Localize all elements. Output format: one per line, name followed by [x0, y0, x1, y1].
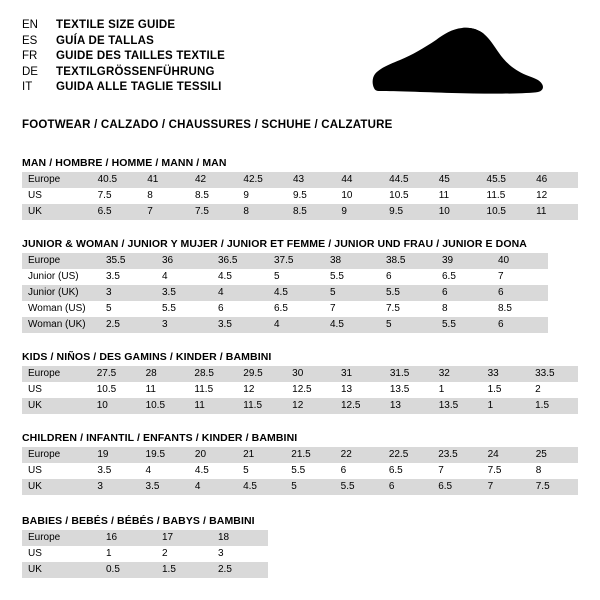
table-cell: 11.5: [237, 398, 286, 414]
table-cell: 28.5: [188, 366, 237, 382]
table-cell: 10: [335, 188, 383, 204]
section-title: MAN / HOMBRE / HOMME / MANN / MAN: [22, 157, 227, 169]
table-cell: 44.5: [383, 172, 433, 188]
language-title-list: [22, 18, 225, 96]
table-cell: 21: [237, 447, 285, 463]
row-label: Europe: [22, 447, 91, 463]
language-code: ES: [22, 34, 38, 47]
table-cell: 7.5: [189, 204, 237, 220]
table-cell: 6.5: [268, 301, 324, 317]
language-row: [22, 18, 225, 34]
table-cell: 22.5: [383, 447, 432, 463]
table-cell: 38.5: [380, 253, 436, 269]
table-cell: 20: [189, 447, 237, 463]
table-row: [22, 479, 578, 495]
size-table-babies: [22, 530, 268, 578]
table-row: [22, 562, 268, 578]
table-cell: 2.5: [212, 562, 268, 578]
row-label: Europe: [22, 366, 91, 382]
language-title: GUÍA DE TALLAS: [56, 34, 154, 47]
language-code: IT: [22, 81, 33, 93]
table-cell: 6: [492, 317, 548, 333]
language-title: TEXTILGRÖSSENFÜHRUNG: [56, 65, 215, 78]
table-cell: 21.5: [285, 447, 334, 463]
table-cell: 38: [324, 253, 380, 269]
table-cell: 46: [530, 172, 578, 188]
table-cell: 3: [212, 546, 268, 562]
language-row: [22, 80, 225, 96]
table-cell: 10: [91, 398, 140, 414]
table-cell: 1.5: [482, 382, 530, 398]
size-table-junior-woman: [22, 253, 548, 333]
table-cell: 3: [156, 317, 212, 333]
table-cell: 18: [212, 530, 268, 546]
table-row: [22, 285, 548, 301]
row-label: UK: [22, 562, 100, 578]
table-cell: 5.5: [156, 301, 212, 317]
table-cell: 4.5: [324, 317, 380, 333]
table-cell: 33.5: [529, 366, 578, 382]
table-row: [22, 382, 578, 398]
table-cell: 4.5: [237, 479, 285, 495]
table-row: [22, 172, 578, 188]
table-cell: 40.5: [92, 172, 142, 188]
table-cell: 25: [530, 447, 578, 463]
row-label: Woman (UK): [22, 317, 100, 333]
table-cell: 11.5: [481, 188, 531, 204]
table-cell: 7: [141, 204, 189, 220]
row-label: UK: [22, 398, 91, 414]
table-cell: 23.5: [432, 447, 481, 463]
size-table-kids: [22, 366, 578, 414]
language-title: GUIDE DES TAILLES TEXTILE: [56, 50, 225, 62]
size-table-body: [22, 530, 268, 578]
table-cell: 1: [433, 382, 482, 398]
table-cell: 2: [529, 382, 578, 398]
table-cell: 5: [380, 317, 436, 333]
table-cell: 3: [91, 479, 139, 495]
section-babies: [22, 515, 578, 578]
row-label: US: [22, 463, 91, 479]
table-cell: 4.5: [212, 269, 268, 285]
section-man: [22, 157, 578, 220]
table-cell: 6.5: [432, 479, 481, 495]
table-cell: 31.5: [384, 366, 433, 382]
table-cell: 1.5: [156, 562, 212, 578]
section-children: [22, 432, 578, 495]
table-row: [22, 546, 268, 562]
section-junior-woman: [22, 238, 578, 333]
row-label: Junior (UK): [22, 285, 100, 301]
table-cell: 6: [436, 285, 492, 301]
table-cell: 1: [100, 546, 156, 562]
section-title: JUNIOR & WOMAN / JUNIOR Y MUJER / JUNIOR ET FEMME / JUNIOR UND FRAU / JUNIOR E DONA: [22, 238, 527, 250]
table-cell: 36.5: [212, 253, 268, 269]
table-cell: 31: [335, 366, 384, 382]
table-cell: 6: [383, 479, 432, 495]
table-cell: 3: [100, 285, 156, 301]
table-cell: 1.5: [529, 398, 578, 414]
table-cell: 12: [530, 188, 578, 204]
table-cell: 19.5: [140, 447, 189, 463]
table-cell: 13.5: [384, 382, 433, 398]
language-code: DE: [22, 65, 38, 78]
table-cell: 5.5: [436, 317, 492, 333]
page-header: [22, 18, 578, 103]
table-cell: 36: [156, 253, 212, 269]
table-cell: 8: [237, 204, 287, 220]
language-code: FR: [22, 50, 38, 62]
table-cell: 12: [286, 398, 335, 414]
table-cell: 7.5: [92, 188, 142, 204]
language-title: TEXTILE SIZE GUIDE: [56, 19, 176, 31]
table-row: [22, 530, 268, 546]
table-cell: 4: [156, 269, 212, 285]
table-cell: 12.5: [335, 398, 384, 414]
table-cell: 28: [140, 366, 189, 382]
table-cell: 9: [335, 204, 383, 220]
row-label: US: [22, 546, 100, 562]
table-cell: 29.5: [237, 366, 286, 382]
size-table-body: [22, 253, 548, 333]
language-title-list-body: [22, 18, 225, 96]
table-cell: 22: [335, 447, 383, 463]
language-title: GUIDA ALLE TAGLIE TESSILI: [56, 81, 222, 93]
table-cell: 5: [324, 285, 380, 301]
table-cell: 6: [335, 463, 383, 479]
table-cell: 9.5: [383, 204, 433, 220]
row-label: Europe: [22, 253, 100, 269]
section-title: CHILDREN / INFANTIL / ENFANTS / KINDER / BAMBINI: [22, 432, 298, 444]
table-cell: 4: [140, 463, 189, 479]
table-cell: 8: [530, 463, 578, 479]
table-cell: 5: [237, 463, 285, 479]
table-cell: 44: [335, 172, 383, 188]
table-cell: 33: [482, 366, 530, 382]
table-cell: 2: [156, 546, 212, 562]
row-label: UK: [22, 204, 92, 220]
table-cell: 8.5: [492, 301, 548, 317]
table-cell: 35.5: [100, 253, 156, 269]
table-cell: 13: [335, 382, 384, 398]
table-cell: 13: [384, 398, 433, 414]
table-cell: 3.5: [100, 269, 156, 285]
table-cell: 4.5: [268, 285, 324, 301]
table-cell: 5: [100, 301, 156, 317]
table-cell: 5.5: [380, 285, 436, 301]
table-cell: 8: [141, 188, 189, 204]
table-cell: 4.5: [189, 463, 237, 479]
row-label: Europe: [22, 172, 92, 188]
table-cell: 24: [482, 447, 530, 463]
table-row: [22, 398, 578, 414]
table-cell: 6: [212, 301, 268, 317]
table-cell: 11: [433, 188, 481, 204]
table-cell: 45.5: [481, 172, 531, 188]
language-row: [22, 49, 225, 65]
table-cell: 10: [433, 204, 481, 220]
table-cell: 39: [436, 253, 492, 269]
table-cell: 5.5: [324, 269, 380, 285]
size-table-body: [22, 366, 578, 414]
table-row: [22, 253, 548, 269]
table-cell: 8: [436, 301, 492, 317]
table-cell: 3.5: [140, 479, 189, 495]
table-cell: 6: [492, 285, 548, 301]
table-cell: 7.5: [380, 301, 436, 317]
table-cell: 7.5: [482, 463, 530, 479]
row-label: US: [22, 382, 91, 398]
size-table-children: [22, 447, 578, 495]
table-cell: 27.5: [91, 366, 140, 382]
table-cell: 8.5: [189, 188, 237, 204]
table-cell: 6: [380, 269, 436, 285]
table-cell: 4: [212, 285, 268, 301]
size-table-man: [22, 172, 578, 220]
row-label: Junior (US): [22, 269, 100, 285]
table-cell: 37.5: [268, 253, 324, 269]
table-cell: 32: [433, 366, 482, 382]
row-label: Europe: [22, 530, 100, 546]
table-cell: 6.5: [383, 463, 432, 479]
table-row: [22, 188, 578, 204]
section-title: KIDS / NIÑOS / DES GAMINS / KINDER / BAMBINI: [22, 351, 272, 363]
table-cell: 11: [188, 398, 237, 414]
table-cell: 7: [492, 269, 548, 285]
language-row: [22, 34, 225, 50]
language-row: [22, 65, 225, 81]
table-cell: 5: [285, 479, 334, 495]
table-cell: 11.5: [188, 382, 237, 398]
table-cell: 19: [91, 447, 139, 463]
table-cell: 11: [140, 382, 189, 398]
table-row: [22, 269, 548, 285]
table-row: [22, 447, 578, 463]
table-cell: 43: [287, 172, 335, 188]
table-cell: 17: [156, 530, 212, 546]
language-code: EN: [22, 19, 38, 31]
footwear-heading: FOOTWEAR / CALZADO / CHAUSSURES / SCHUHE / CALZATURE: [22, 119, 393, 131]
table-cell: 2.5: [100, 317, 156, 333]
table-cell: 16: [100, 530, 156, 546]
table-row: [22, 301, 548, 317]
table-cell: 9.5: [287, 188, 335, 204]
table-cell: 42: [189, 172, 237, 188]
table-cell: 12.5: [286, 382, 335, 398]
table-cell: 10.5: [91, 382, 140, 398]
table-row: [22, 366, 578, 382]
table-row: [22, 204, 578, 220]
table-row: [22, 463, 578, 479]
table-cell: 0.5: [100, 562, 156, 578]
table-cell: 11: [530, 204, 578, 220]
table-cell: 5: [268, 269, 324, 285]
table-cell: 5.5: [285, 463, 334, 479]
table-cell: 3.5: [212, 317, 268, 333]
table-cell: 40: [492, 253, 548, 269]
dress-shoe-icon: [366, 26, 546, 103]
table-cell: 45: [433, 172, 481, 188]
table-cell: 1: [482, 398, 530, 414]
size-table-body: [22, 447, 578, 495]
table-cell: 10.5: [481, 204, 531, 220]
section-title: BABIES / BEBÉS / BÉBÉS / BABYS / BAMBINI: [22, 515, 255, 527]
table-cell: 7.5: [530, 479, 578, 495]
table-cell: 7: [324, 301, 380, 317]
table-cell: 3.5: [91, 463, 139, 479]
row-label: US: [22, 188, 92, 204]
table-cell: 8.5: [287, 204, 335, 220]
table-cell: 7: [482, 479, 530, 495]
section-kids: [22, 351, 578, 414]
table-cell: 4: [268, 317, 324, 333]
table-cell: 5.5: [335, 479, 383, 495]
table-row: [22, 317, 548, 333]
table-cell: 6.5: [436, 269, 492, 285]
table-cell: 9: [237, 188, 287, 204]
table-cell: 13.5: [433, 398, 482, 414]
table-cell: 10.5: [383, 188, 433, 204]
table-cell: 4: [189, 479, 237, 495]
table-cell: 42.5: [237, 172, 287, 188]
row-label: Woman (US): [22, 301, 100, 317]
table-cell: 6.5: [92, 204, 142, 220]
table-cell: 30: [286, 366, 335, 382]
table-cell: 41: [141, 172, 189, 188]
size-table-body: [22, 172, 578, 220]
table-cell: 3.5: [156, 285, 212, 301]
table-cell: 10.5: [140, 398, 189, 414]
table-cell: 12: [237, 382, 286, 398]
table-cell: 7: [432, 463, 481, 479]
row-label: UK: [22, 479, 91, 495]
